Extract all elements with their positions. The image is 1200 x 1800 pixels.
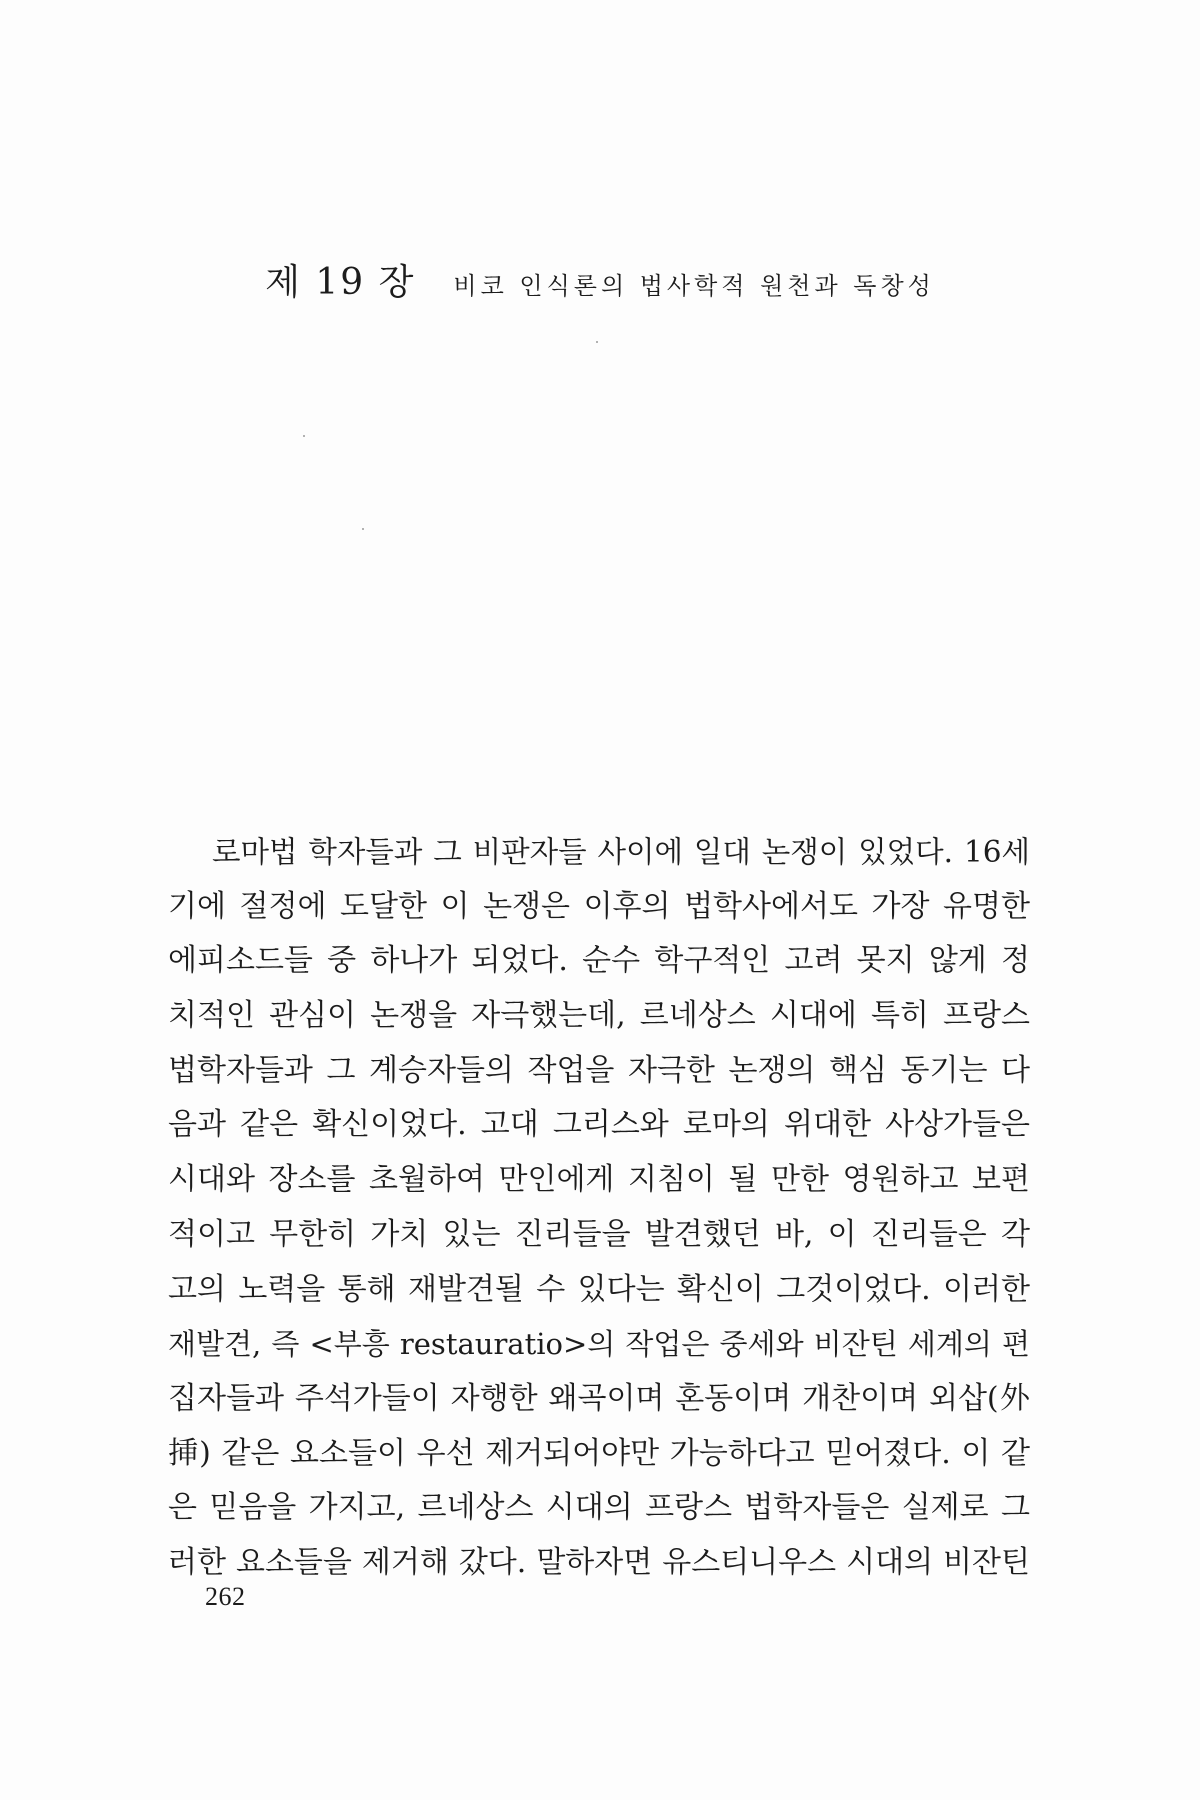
- text-line: 시대와 장소를 초월하여 만인에게 지침이 될 만한 영원하고 보편: [168, 1162, 1030, 1198]
- text-line: 치적인 관심이 논쟁을 자극했는데, 르네상스 시대에 특히 프랑스: [168, 998, 1030, 1034]
- text-line: 적이고 무한히 가치 있는 진리들을 발견했던 바, 이 진리들은 각: [168, 1216, 1030, 1252]
- body-text: [168, 825, 1030, 1591]
- text-line: 기에 절정에 도달한 이 논쟁은 이후의 법학사에서도 가장 유명한: [168, 888, 1030, 924]
- text-line: 법학자들과 그 계승자들의 작업을 자극한 논쟁의 핵심 동기는 다: [168, 1052, 1030, 1088]
- scan-speck: [303, 435, 305, 437]
- text-line: 집자들과 주석가들이 자행한 왜곡이며 혼동이며 개찬이며 외삽(外: [168, 1380, 1030, 1416]
- scan-speck: [362, 528, 364, 530]
- text-line: 음과 같은 확신이었다. 고대 그리스와 로마의 위대한 사상가들은: [168, 1107, 1030, 1143]
- chapter-title-text: 비코 인식론의 법사학적 원천과 독창성: [453, 272, 935, 301]
- text-line: 고의 노력을 통해 재발견될 수 있다는 확신이 그것이었다. 이러한: [168, 1271, 1030, 1307]
- text-line: 은 믿음을 가지고, 르네상스 시대의 프랑스 법학자들은 실제로 그: [168, 1490, 1030, 1526]
- text-line: 러한 요소들을 제거해 갔다. 말하자면 유스티니우스 시대의 비잔틴: [168, 1544, 1030, 1580]
- text-line: 에피소드들 중 하나가 되었다. 순수 학구적인 고려 못지 않게 정: [168, 943, 1030, 979]
- scan-speck: [596, 341, 598, 343]
- text-line: 재발견, 즉 <부흥 restauratio>의 작업은 중세와 비잔틴 세계의 편: [168, 1327, 1030, 1362]
- chapter-title: [0, 254, 1200, 305]
- text-line: 로마법 학자들과 그 비판자들 사이에 일대 논쟁이 있었다. 16세: [212, 835, 1030, 869]
- text-line: 挿) 같은 요소들이 우선 제거되어야만 가능하다고 믿어졌다. 이 같: [168, 1435, 1030, 1471]
- chapter-number: 제 19 장: [265, 262, 416, 304]
- page-number: 262: [205, 1582, 246, 1611]
